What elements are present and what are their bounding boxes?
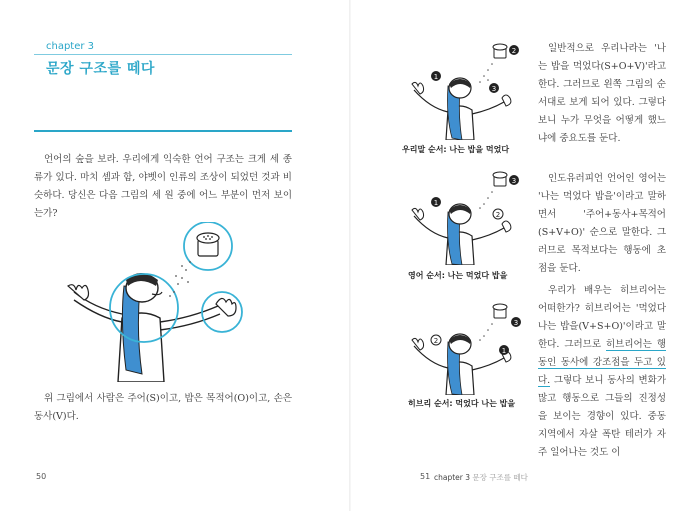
page-number-right: 51	[420, 472, 431, 481]
marker-1: 1	[501, 347, 507, 355]
marker-2: 2	[433, 337, 439, 345]
running-head-chapter: chapter 3	[434, 473, 471, 482]
marker-1: 1	[433, 73, 439, 81]
paragraph-english: 인도유러피언 언어인 영어는 '나는 먹었다 밥을'이라고 말하면서 '주어+동사+목적어(S+V+O)' 순으로 말한다. 그러므로 목적보다는 행동에 초점을 둔다.	[538, 173, 666, 274]
figure-caption-hebrew: 히브리 순서: 먹었다 나는 밥을	[408, 399, 516, 408]
paragraph-hebrew-start: 우리가 배우는 히브리어는 어떠한가? 히브리어는 '먹었다 나는 밥을(V+S+O)'이라고 말한다. 그러므로	[538, 285, 666, 350]
marker-3: 3	[511, 177, 517, 185]
figure-caption-english: 영어 순서: 나는 먹었다 밥을	[408, 271, 508, 280]
paragraph-korean: 일반적으로 우리나라는 '나는 밥을 먹었다(S+O+V)'라고 한다. 그러므로 왼쪽 그림의 순서대로 보게 되어 있다. 그렇다 보니 누가 무엇을 어떻게 했느냐에 중요도를 둔다.	[538, 43, 666, 144]
chapter-thin-rule	[34, 54, 292, 55]
figure-explanation: 위 그림에서 사람은 주어(S)이고, 밥은 목적어(O)이고, 손은 동사(V)다.	[34, 393, 292, 422]
marker-3: 3	[513, 319, 519, 327]
chapter-label: chapter 3	[46, 41, 95, 52]
running-head	[434, 472, 528, 483]
intro-paragraph: 언어의 숲을 보라. 우리에게 익숙한 언어 구조는 크게 세 종류가 있다. 마치 셈과 함, 야벳이 인류의 조상이 되었던 것과 비슷하다. 당신은 다음 그림의 세 원 중에 어느 부분이 먼저 보이는가?	[34, 154, 292, 219]
marker-3: 3	[491, 85, 497, 93]
figure-hebrew-order	[408, 300, 528, 395]
marker-2: 2	[495, 211, 501, 219]
running-head-title: 문장 구조를 떼다	[472, 473, 528, 482]
right-page	[350, 0, 700, 511]
chapter-title: 문장 구조를 떼다	[46, 61, 155, 77]
paragraph-hebrew-end: 그렇다 보니 동사의 변화가 많고 행동으로 그들의 진정성을 보이는 경향이 있다. 중동 지역에서 자살 폭탄 테러가 자주 일어나는 것도 이	[538, 375, 666, 458]
highlighted-sentence: 히브리어는 행동인 동사에 강조점을 두고 있다.	[538, 339, 666, 386]
marker-1: 1	[433, 199, 439, 207]
paragraph-hebrew	[538, 282, 666, 462]
chapter-thick-rule	[34, 130, 292, 132]
figure-caption-korean: 우리말 순서: 나는 밥을 먹었다	[402, 145, 510, 154]
main-illustration	[60, 222, 260, 382]
figure-korean-order	[408, 40, 528, 140]
figure-english-order	[408, 170, 528, 265]
marker-2: 2	[511, 47, 517, 55]
page-number-left: 50	[36, 472, 47, 481]
